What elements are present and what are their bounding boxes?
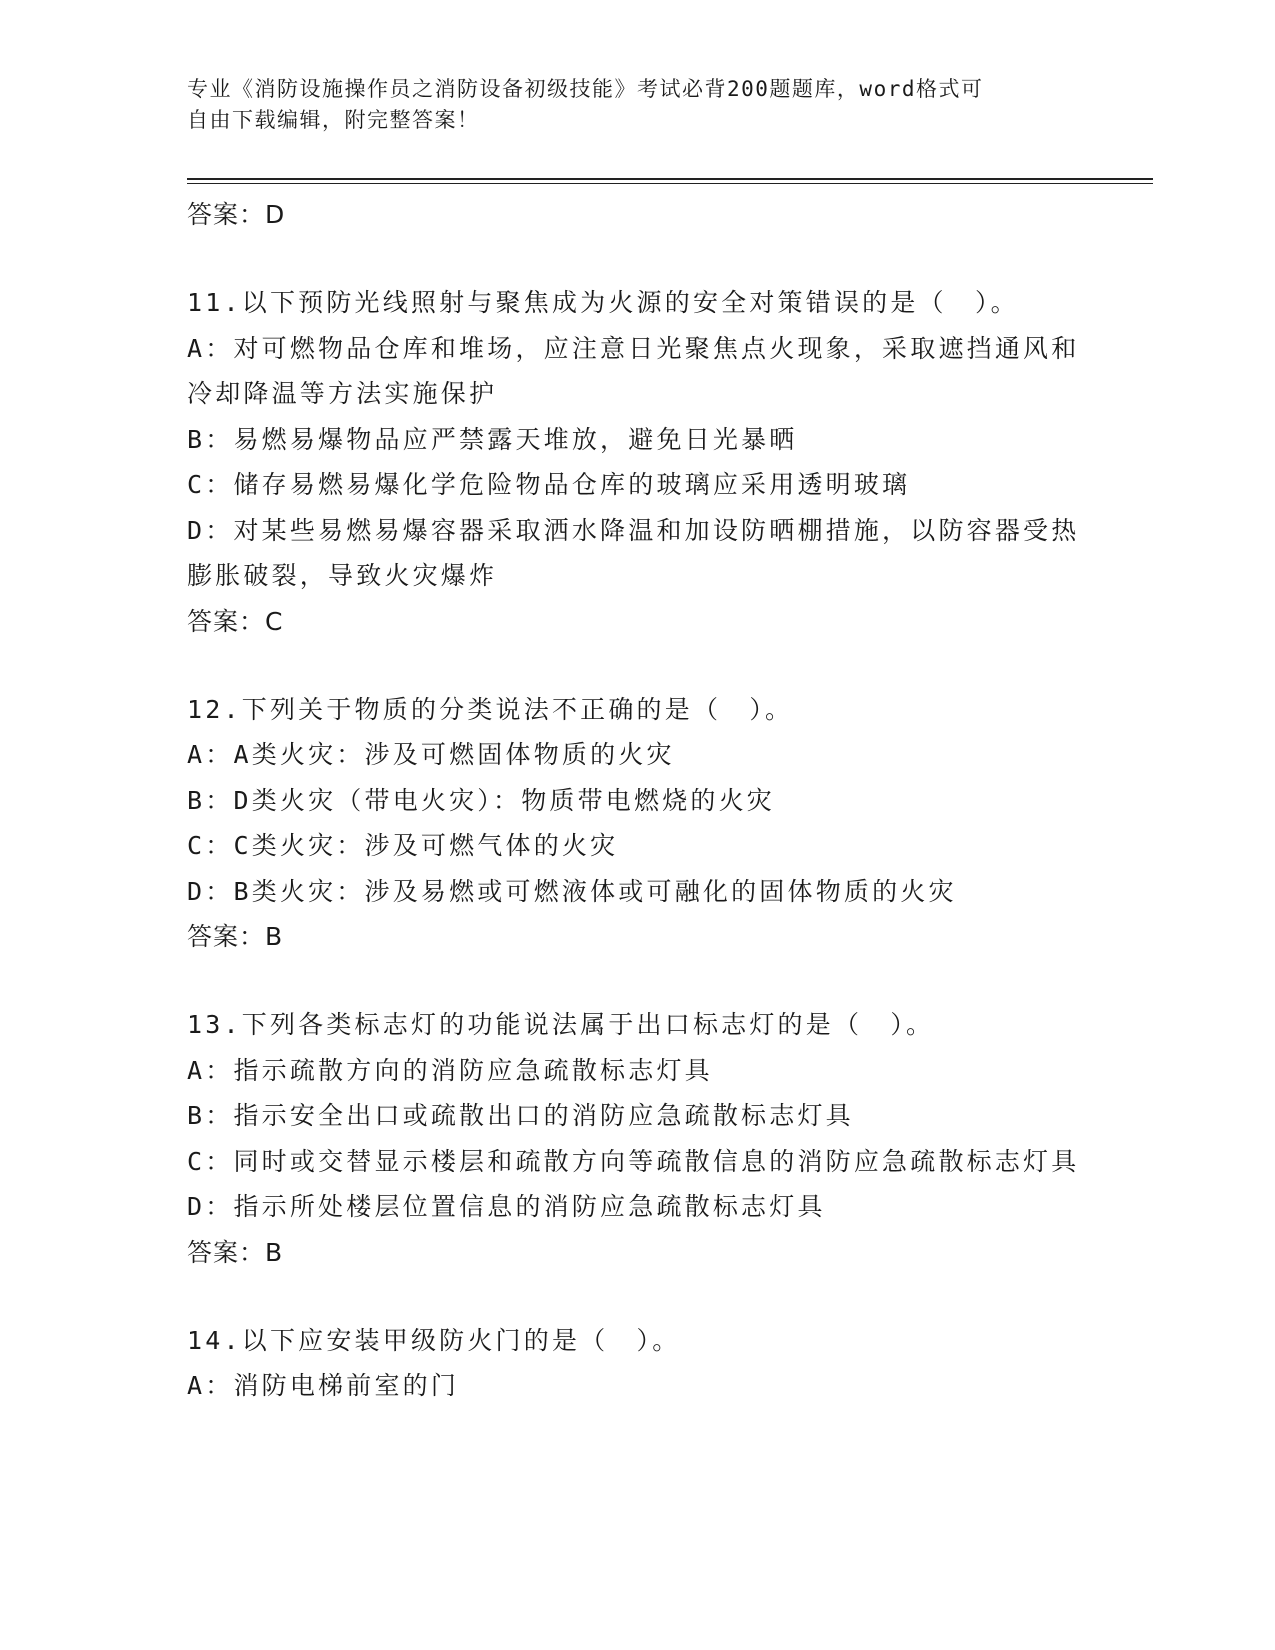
option-c: C：C类火灾：涉及可燃气体的火灾 [187, 831, 619, 860]
option-a: A：A类火灾：涉及可燃固体物质的火灾 [187, 740, 675, 769]
option-a: A：消防电梯前室的门 [187, 1371, 460, 1400]
question-stem: 14.以下应安装甲级防火门的是（ ）。 [187, 1325, 681, 1355]
question-12 [187, 687, 1087, 961]
question-stem: 11.以下预防光线照射与聚焦成为火源的安全对策错误的是（ ）。 [187, 288, 1019, 317]
answer-label: 答案：B [187, 922, 284, 951]
question-14 [187, 1318, 1087, 1409]
document-content [187, 188, 1087, 1409]
question-stem: 13.下列各类标志灯的功能说法属于出口标志灯的是（ ）。 [187, 1010, 935, 1039]
option-c: C：同时或交替显示楼层和疏散方向等疏散信息的消防应急疏散标志灯具 [187, 1146, 1080, 1176]
header-rule-thin [187, 183, 1153, 184]
option-c: C：储存易燃易爆化学危险物品仓库的玻璃应采用透明玻璃 [187, 470, 911, 499]
answer-label: 答案：D [187, 200, 286, 229]
answer-label: 答案：C [187, 606, 284, 636]
question-stem: 12.下列关于物质的分类说法不正确的是（ ）。 [187, 694, 794, 724]
option-b: B：D类火灾（带电火灾）：物质带电燃烧的火灾 [187, 785, 776, 815]
question-11 [187, 280, 1087, 645]
question-13 [187, 1002, 1087, 1276]
option-d: D：对某些易燃易爆容器采取洒水降温和加设防晒棚措施，以防容器受热膨胀破裂，导致火灾爆炸 [187, 515, 1080, 590]
header-rule-thick [187, 178, 1153, 180]
page-header [187, 74, 1067, 136]
option-a: A：指示疏散方向的消防应急疏散标志灯具 [187, 1055, 713, 1085]
header-line-2: 自由下载编辑，附完整答案！ [187, 108, 480, 132]
option-a: A：对可燃物品仓库和堆场，应注意日光聚焦点火现象，采取遮挡通风和冷却降温等方法实施保护 [187, 333, 1080, 408]
answer-label: 答案：B [187, 1237, 284, 1267]
option-b: B：易燃易爆物品应严禁露天堆放，避免日光暴晒 [187, 424, 798, 454]
header-line-1: 专业《消防设施操作员之消防设备初级技能》考试必背200题题库，word格式可 [187, 77, 984, 101]
option-d: D：B类火灾：涉及易燃或可燃液体或可融化的固体物质的火灾 [187, 876, 957, 906]
option-d: D：指示所处楼层位置信息的消防应急疏散标志灯具 [187, 1192, 826, 1221]
option-b: B：指示安全出口或疏散出口的消防应急疏散标志灯具 [187, 1101, 854, 1130]
